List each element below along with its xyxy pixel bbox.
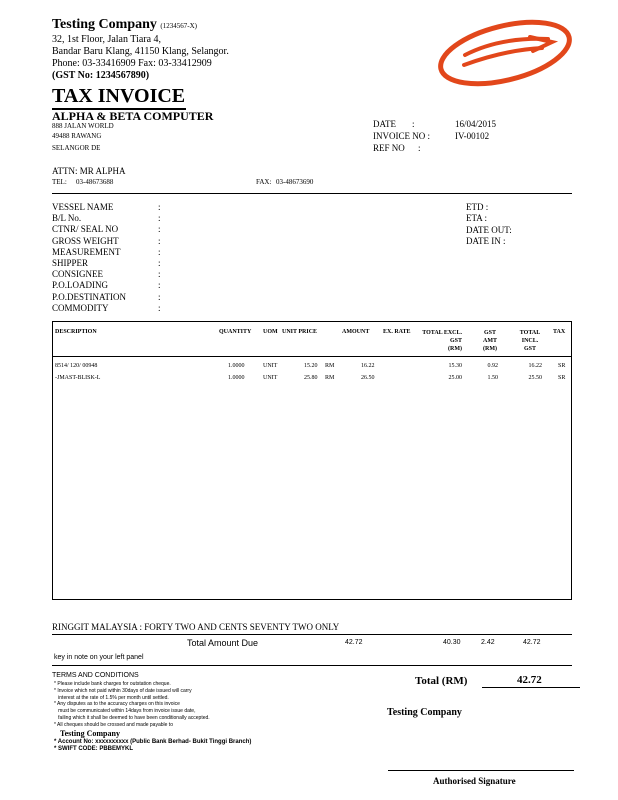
- shipping-field-label: P.O.LOADING: [52, 280, 108, 291]
- date-colon: :: [412, 119, 415, 129]
- table-header-divider: [52, 356, 572, 357]
- th-uom: UOM: [263, 329, 278, 335]
- shipping-field-colon: :: [158, 202, 161, 212]
- td-amount: 16.22: [361, 363, 375, 369]
- terms-payee: Testing Company: [60, 729, 120, 738]
- company-reg-no: (1234567-X): [160, 22, 197, 30]
- shipping-field-label: B/L No.: [52, 213, 82, 224]
- customer-tel: 03-48673688: [76, 178, 114, 186]
- th-total-excl: TOTAL EXCL. GST (RM): [422, 330, 462, 352]
- shipping-field-label: VESSEL NAME: [52, 202, 114, 212]
- th-ex-rate: EX. RATE: [383, 329, 411, 335]
- th-total-incl: TOTAL INCL. GST: [519, 330, 541, 352]
- td-total-incl: 16.22: [528, 363, 542, 369]
- td-total-excl: 25.00: [448, 375, 462, 381]
- total-due-excl: 40.30: [443, 639, 461, 646]
- td-amount: 26.50: [361, 375, 375, 381]
- total-due-amount: 42.72: [345, 639, 363, 646]
- th-unit-price: UNIT PRICE: [282, 329, 318, 335]
- shipping-field-label: P.O.DESTINATION: [52, 291, 126, 302]
- total-due-incl: 42.72: [523, 639, 541, 646]
- customer-attn: ATTN: MR ALPHA: [52, 166, 126, 176]
- section-divider: [52, 193, 572, 194]
- shipping-field-colon: :: [158, 269, 161, 280]
- th-amount: AMOUNT: [342, 329, 370, 335]
- th-tax: TAX: [553, 329, 566, 335]
- shipping-field-colon: :: [158, 258, 161, 268]
- note-text: key in note on your left panel: [54, 654, 144, 661]
- shipping-field-colon: :: [158, 235, 161, 246]
- td-total-excl: 15.30: [448, 363, 462, 369]
- signature-label: Authorised Signature: [433, 776, 516, 786]
- shipping-field-colon: :: [158, 302, 161, 313]
- company-phone-fax: Phone: 03-33416909 Fax: 03-33412909: [52, 58, 212, 69]
- td-description: -JMAST-BLISK-L: [55, 375, 101, 381]
- terms-account: * Account No: xxxxxxxxxx (Public Bank Berhad- Bukit Tinggi Branch): [54, 739, 252, 745]
- shipping-field-colon: :: [158, 213, 161, 224]
- amount-in-words: RINGGIT MALAYSIA : FORTY TWO AND CENTS SEVENTY TWO ONLY: [52, 622, 340, 632]
- th-gst-amt: GST AMT (RM): [483, 330, 497, 352]
- shipping-date-field: ETA :: [466, 213, 488, 224]
- terms-item: * Any disputes as to the accuracy charges on this invoice: [54, 701, 180, 708]
- td-total-incl: 25.50: [528, 375, 542, 381]
- ref-no-colon: :: [418, 143, 421, 153]
- company-address-1: 32, 1st Floor, Jalan Tiara 4,: [52, 34, 162, 45]
- customer-fax: 03-48673690: [276, 178, 314, 186]
- terms-title: TERMS AND CONDITIONS: [52, 672, 139, 679]
- words-divider: [52, 634, 572, 635]
- td-currency: RM: [325, 375, 335, 381]
- terms-item: * Please include bank charges for outstation cheque.: [54, 681, 171, 687]
- td-currency: RM: [325, 363, 335, 369]
- shipping-date-field: DATE OUT:: [466, 224, 512, 235]
- td-tax: SR: [558, 363, 566, 369]
- grand-total-value: 42.72: [517, 674, 542, 686]
- customer-name: ALPHA & BETA COMPUTER: [52, 109, 214, 123]
- th-quantity: QUANTITY: [219, 329, 252, 335]
- customer-address-1: 888 JALAN WORLD: [52, 122, 114, 130]
- td-description: 8514/ 120/ 00948: [55, 363, 98, 369]
- shipping-field-colon: :: [158, 291, 161, 302]
- company-address-2: Bandar Baru Klang, 41150 Klang, Selangor.: [52, 46, 229, 57]
- th-description: DESCRIPTION: [55, 329, 97, 335]
- terms-item: failing which it shall be deemed to have been conditionally accepted.: [54, 715, 210, 721]
- total-due-label: Total Amount Due: [187, 638, 259, 648]
- grand-total-underline: [482, 687, 580, 688]
- shipping-field-label: CONSIGNEE: [52, 269, 103, 280]
- shipping-field-label: MEASUREMENT: [52, 246, 121, 257]
- invoice-date: 16/04/2015: [455, 119, 497, 129]
- document-title: TAX INVOICE: [52, 85, 186, 107]
- ref-no-label: REF NO: [373, 143, 405, 153]
- shipping-date-field: DATE IN :: [466, 235, 506, 246]
- shipping-field-colon: :: [158, 280, 161, 291]
- grand-total-label: Total (RM): [415, 675, 468, 687]
- shipping-date-field: ETD :: [466, 202, 489, 212]
- terms-item: interest at the rate of 1.5% per month until settled.: [54, 694, 169, 701]
- total-due-gst: 2.42: [481, 639, 495, 646]
- invoice-no: IV-00102: [455, 131, 490, 141]
- shipping-field-label: GROSS WEIGHT: [52, 235, 119, 246]
- td-tax: SR: [558, 375, 566, 381]
- terms-item: * All cheques should be crossed and made payable to: [54, 721, 173, 728]
- td-gst-amt: 1.50: [487, 375, 498, 381]
- td-quantity: 1.0000: [228, 363, 245, 369]
- td-uom: UNIT: [263, 363, 278, 369]
- shipping-field-label: CTNR/ SEAL NO: [52, 224, 119, 235]
- company-logo: [430, 15, 580, 90]
- note-divider: [52, 665, 572, 666]
- terms-item: * Invoice which not paid within 30days of date issued will carry: [54, 687, 192, 694]
- customer-address-2: 49488 RAWANG: [52, 132, 102, 140]
- shipping-field-colon: :: [158, 246, 161, 257]
- customer-address-3: SELANGOR DE: [52, 144, 101, 152]
- terms-swift: * SWIFT CODE: PBBEMYKL: [54, 746, 133, 752]
- terms-item: must be communicated within 14days from invoice issue date,: [54, 708, 196, 715]
- td-unit-price: 15.20: [304, 363, 318, 369]
- date-label: DATE: [373, 119, 396, 129]
- signature-line: [388, 770, 574, 771]
- signature-company: Testing Company: [387, 707, 462, 718]
- customer-tel-label: TEL:: [52, 178, 67, 186]
- shipping-field-label: COMMODITY: [52, 302, 109, 313]
- shipping-field-label: SHIPPER: [52, 258, 89, 268]
- td-unit-price: 25.80: [304, 375, 318, 381]
- td-gst-amt: 0.92: [487, 363, 498, 369]
- company-name: Testing Company (1234567-X): [52, 17, 197, 32]
- td-uom: UNIT: [263, 375, 278, 381]
- td-quantity: 1.0000: [228, 375, 245, 381]
- customer-fax-label: FAX:: [256, 178, 272, 186]
- shipping-field-colon: :: [158, 224, 161, 235]
- invoice-no-label: INVOICE NO :: [373, 131, 430, 141]
- company-gst-no: (GST No: 1234567890): [52, 70, 150, 81]
